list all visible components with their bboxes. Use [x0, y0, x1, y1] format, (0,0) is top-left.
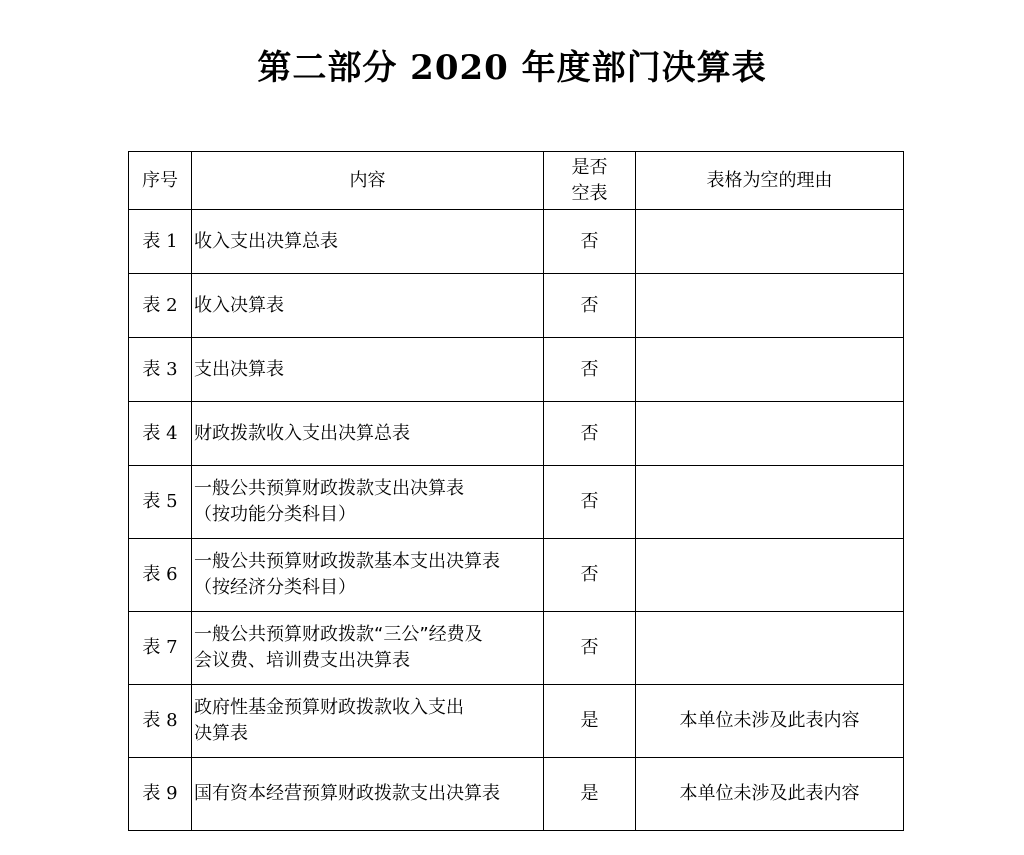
row-seq: 表 7 [129, 612, 192, 685]
table-row [129, 402, 904, 466]
row-content [192, 274, 544, 338]
table-row [129, 758, 904, 831]
row-reason [636, 539, 904, 612]
page-title: 第二部分 2020 年度部门决算表 [257, 48, 767, 88]
table-row [129, 539, 904, 612]
row-seq: 表 1 [129, 210, 192, 274]
row-empty: 是 [544, 685, 636, 758]
row-reason [636, 612, 904, 685]
row-seq: 表 9 [129, 758, 192, 831]
row-empty: 否 [544, 210, 636, 274]
table-row [129, 685, 904, 758]
row-content [192, 758, 544, 831]
row-content-line1: 财政拨款收入支出决算总表 [194, 422, 410, 444]
row-content [192, 210, 544, 274]
row-empty: 否 [544, 338, 636, 402]
row-content-line1: 政府性基金预算财政拨款收入支出 [194, 697, 464, 718]
row-content-line1: 国有资本经营预算财政拨款支出决算表 [194, 783, 500, 804]
row-empty: 否 [544, 402, 636, 466]
row-reason [636, 274, 904, 338]
table-row [129, 466, 904, 539]
row-reason [636, 338, 904, 402]
header-empty-line1: 是否 [571, 156, 608, 178]
row-empty: 否 [544, 466, 636, 539]
table-header-row [129, 152, 904, 210]
row-empty: 否 [544, 539, 636, 612]
header-empty [544, 152, 636, 210]
table-row [129, 210, 904, 274]
row-content-line1: 一般公共预算财政拨款“三公”经费及 [194, 624, 483, 645]
row-content-line2: 会议费、培训费支出决算表 [194, 650, 410, 671]
row-empty: 否 [544, 274, 636, 338]
row-seq: 表 6 [129, 539, 192, 612]
row-seq: 表 4 [129, 402, 192, 466]
row-seq: 表 3 [129, 338, 192, 402]
row-empty: 是 [544, 758, 636, 831]
row-content-line2: 决算表 [194, 723, 248, 744]
header-seq: 序号 [129, 152, 192, 210]
row-content [192, 685, 544, 758]
row-seq: 表 2 [129, 274, 192, 338]
row-reason [636, 466, 904, 539]
table-row [129, 612, 904, 685]
header-content: 内容 [192, 152, 544, 210]
row-content [192, 539, 544, 612]
row-content-line1: 支出决算表 [194, 358, 284, 380]
header-reason: 表格为空的理由 [636, 152, 904, 210]
row-empty: 否 [544, 612, 636, 685]
row-content [192, 402, 544, 466]
row-reason: 本单位未涉及此表内容 [636, 685, 904, 758]
row-seq: 表 5 [129, 466, 192, 539]
row-content-line1: 收入支出决算总表 [194, 230, 338, 252]
row-content-line1: 收入决算表 [194, 294, 284, 316]
header-empty-line2: 空表 [571, 182, 608, 204]
budget-tables-list [128, 151, 904, 831]
row-content-line1: 一般公共预算财政拨款支出决算表 [194, 478, 464, 499]
table-row [129, 274, 904, 338]
row-content [192, 612, 544, 685]
row-reason [636, 402, 904, 466]
row-content [192, 466, 544, 539]
row-content-line1: 一般公共预算财政拨款基本支出决算表 [194, 551, 500, 572]
row-reason [636, 210, 904, 274]
table-row [129, 338, 904, 402]
row-content-line2: （按功能分类科目） [194, 504, 356, 525]
row-content-line2: （按经济分类科目） [194, 577, 356, 598]
row-reason: 本单位未涉及此表内容 [636, 758, 904, 831]
row-seq: 表 8 [129, 685, 192, 758]
row-content [192, 338, 544, 402]
